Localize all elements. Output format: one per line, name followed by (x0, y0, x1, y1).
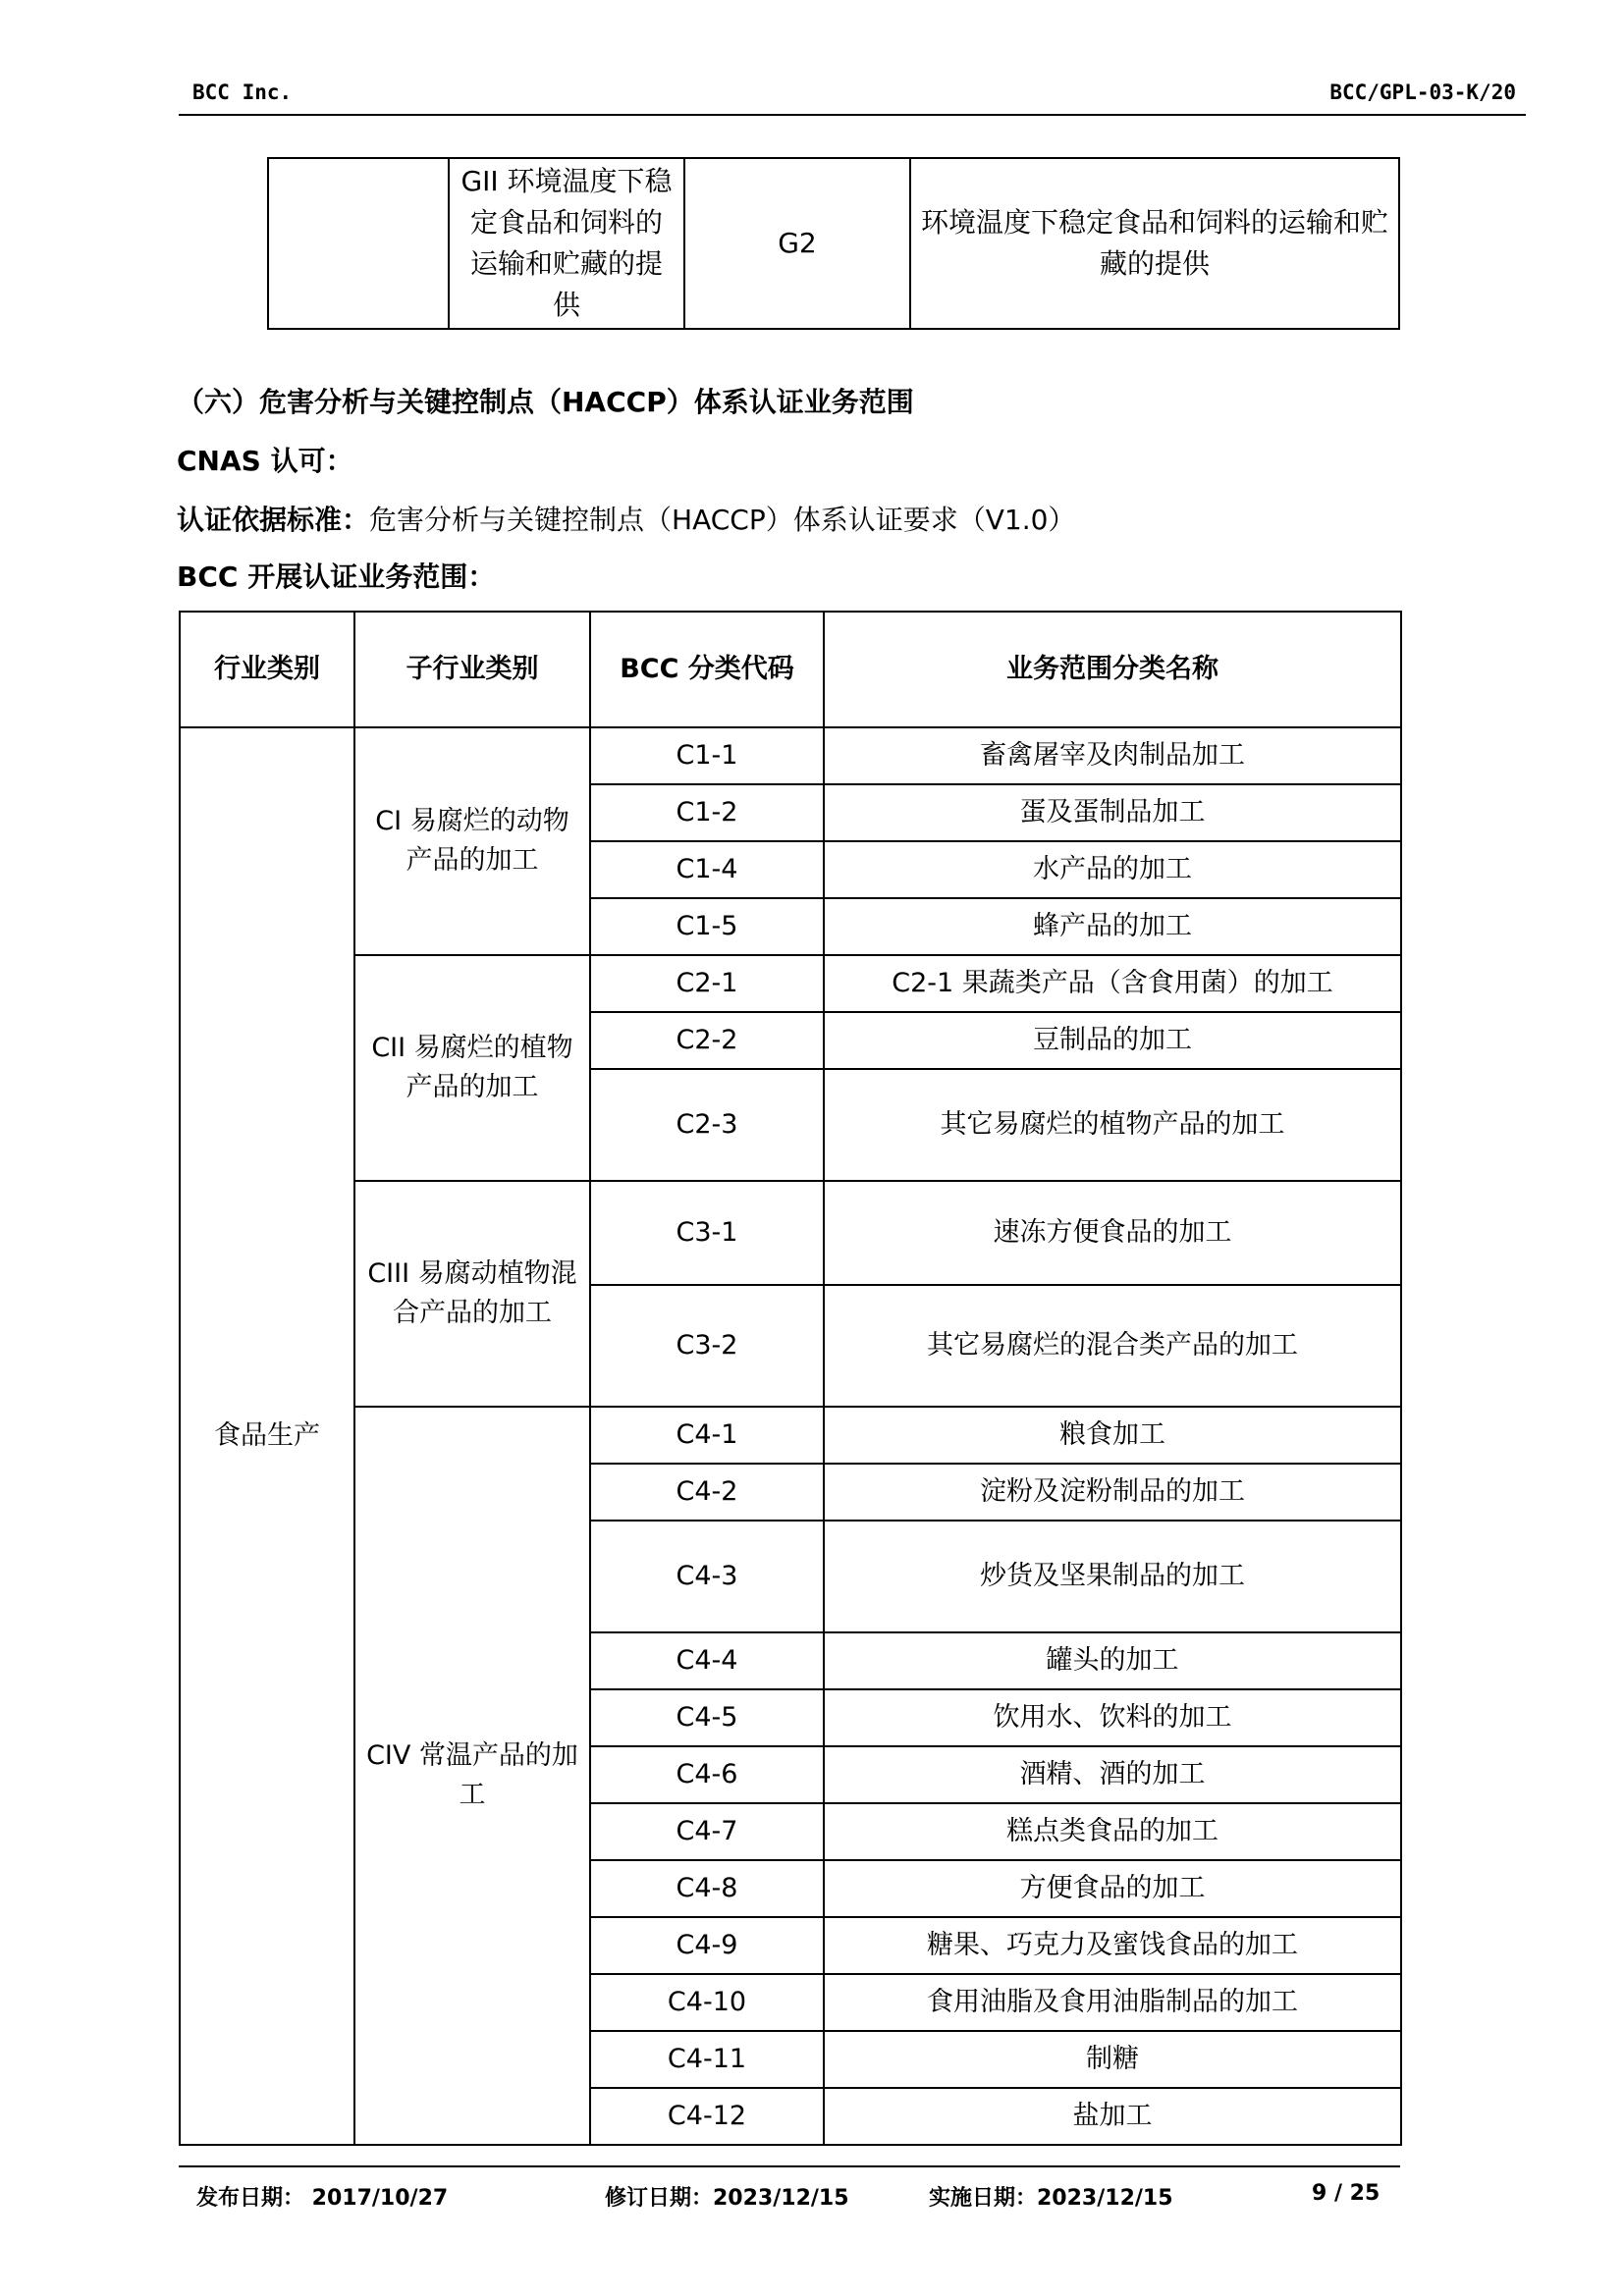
code-cell: C4-12 (590, 2088, 824, 2145)
header-code: BCC 分类代码 (590, 612, 824, 727)
top-table-name: 环境温度下稳定食品和饲料的运输和贮藏的提供 (910, 158, 1399, 329)
footer-revise-date: 修订日期：2023/12/15 (605, 2186, 849, 2211)
header-scope-name: 业务范围分类名称 (824, 612, 1401, 727)
table-row (180, 955, 1401, 1012)
scope-table (179, 611, 1402, 2146)
scope-name-cell: 炒货及坚果制品的加工 (824, 1521, 1401, 1632)
scope-name-cell: 制糖 (824, 2031, 1401, 2088)
footer-implement-date: 实施日期：2023/12/15 (929, 2186, 1173, 2211)
scope-table-body (180, 612, 1401, 2145)
scope-name-cell: 速冻方便食品的加工 (824, 1181, 1401, 1285)
header-sub-industry: 子行业类别 (354, 612, 590, 727)
header-doc-code: BCC/GPL-03-K/20 (1329, 80, 1516, 104)
header-company: BCC Inc. (192, 80, 293, 104)
footer-page-number: 9 / 25 (1312, 2181, 1380, 2206)
code-cell: C4-2 (590, 1464, 824, 1521)
scope-name-cell: 盐加工 (824, 2088, 1401, 2145)
scope-name-cell: 食用油脂及食用油脂制品的加工 (824, 1974, 1401, 2031)
scope-name-cell: 饮用水、饮料的加工 (824, 1689, 1401, 1746)
code-cell: C4-4 (590, 1632, 824, 1689)
code-cell: C4-5 (590, 1689, 824, 1746)
code-cell: C4-8 (590, 1860, 824, 1917)
header-industry: 行业类别 (180, 612, 354, 727)
scope-name-cell: 糕点类食品的加工 (824, 1803, 1401, 1860)
code-cell: C1-2 (590, 784, 824, 841)
scope-name-cell: 豆制品的加工 (824, 1012, 1401, 1069)
footer-publish-date: 发布日期： 2017/10/27 (196, 2186, 449, 2211)
code-cell: C4-7 (590, 1803, 824, 1860)
top-table-code: G2 (684, 158, 910, 329)
industry-cell: 食品生产 (180, 727, 354, 2145)
code-cell: C1-5 (590, 898, 824, 955)
scope-label: BCC 开展认证业务范围： (177, 561, 496, 593)
table-row (180, 1407, 1401, 1464)
standard-value: 危害分析与关键控制点（HACCP）体系认证要求（V1.0） (369, 504, 1076, 536)
top-table-sub-category: GII 环境温度下稳定食品和饲料的运输和贮藏的提供 (449, 158, 684, 329)
scope-name-cell: 酒精、酒的加工 (824, 1746, 1401, 1803)
code-cell: C4-3 (590, 1521, 824, 1632)
code-cell: C4-6 (590, 1746, 824, 1803)
section-title: （六）危害分析与关键控制点（HACCP）体系认证业务范围 (177, 386, 914, 418)
scope-name-cell: 蛋及蛋制品加工 (824, 784, 1401, 841)
scope-name-cell: 其它易腐烂的植物产品的加工 (824, 1069, 1401, 1181)
table-row (268, 158, 1399, 329)
code-cell: C4-9 (590, 1917, 824, 1974)
standard-label: 认证依据标准： (177, 504, 370, 536)
code-cell: C4-11 (590, 2031, 824, 2088)
sub-industry-cell: CI 易腐烂的动物产品的加工 (354, 727, 590, 955)
scope-name-cell: 蜂产品的加工 (824, 898, 1401, 955)
code-cell: C2-2 (590, 1012, 824, 1069)
scope-name-cell: 水产品的加工 (824, 841, 1401, 898)
code-cell: C3-2 (590, 1285, 824, 1407)
code-cell: C4-10 (590, 1974, 824, 2031)
top-table (267, 157, 1400, 330)
table-row (180, 727, 1401, 784)
scope-name-cell: 淀粉及淀粉制品的加工 (824, 1464, 1401, 1521)
code-cell: C1-1 (590, 727, 824, 784)
code-cell: C1-4 (590, 841, 824, 898)
code-cell: C2-1 (590, 955, 824, 1012)
code-cell: C2-3 (590, 1069, 824, 1181)
standard-line (177, 501, 1075, 540)
footer-divider (179, 2165, 1400, 2167)
sub-industry-cell: CIII 易腐动植物混合产品的加工 (354, 1181, 590, 1407)
scope-name-cell: 糖果、巧克力及蜜饯食品的加工 (824, 1917, 1401, 1974)
code-cell: C3-1 (590, 1181, 824, 1285)
cnas-label: CNAS 认可： (177, 445, 353, 477)
scope-name-cell: 其它易腐烂的混合类产品的加工 (824, 1285, 1401, 1407)
scope-name-cell: 粮食加工 (824, 1407, 1401, 1464)
code-cell: C4-1 (590, 1407, 824, 1464)
table-header-row (180, 612, 1401, 727)
table-row (180, 1181, 1401, 1285)
scope-name-cell: 罐头的加工 (824, 1632, 1401, 1689)
scope-name-cell: 方便食品的加工 (824, 1860, 1401, 1917)
sub-industry-cell: CIV 常温产品的加工 (354, 1407, 590, 2145)
scope-name-cell: 畜禽屠宰及肉制品加工 (824, 727, 1401, 784)
scope-name-cell: C2-1 果蔬类产品（含食用菌）的加工 (824, 955, 1401, 1012)
header-divider (179, 114, 1526, 116)
top-table-industry-cell (268, 158, 449, 329)
sub-industry-cell: CII 易腐烂的植物产品的加工 (354, 955, 590, 1181)
